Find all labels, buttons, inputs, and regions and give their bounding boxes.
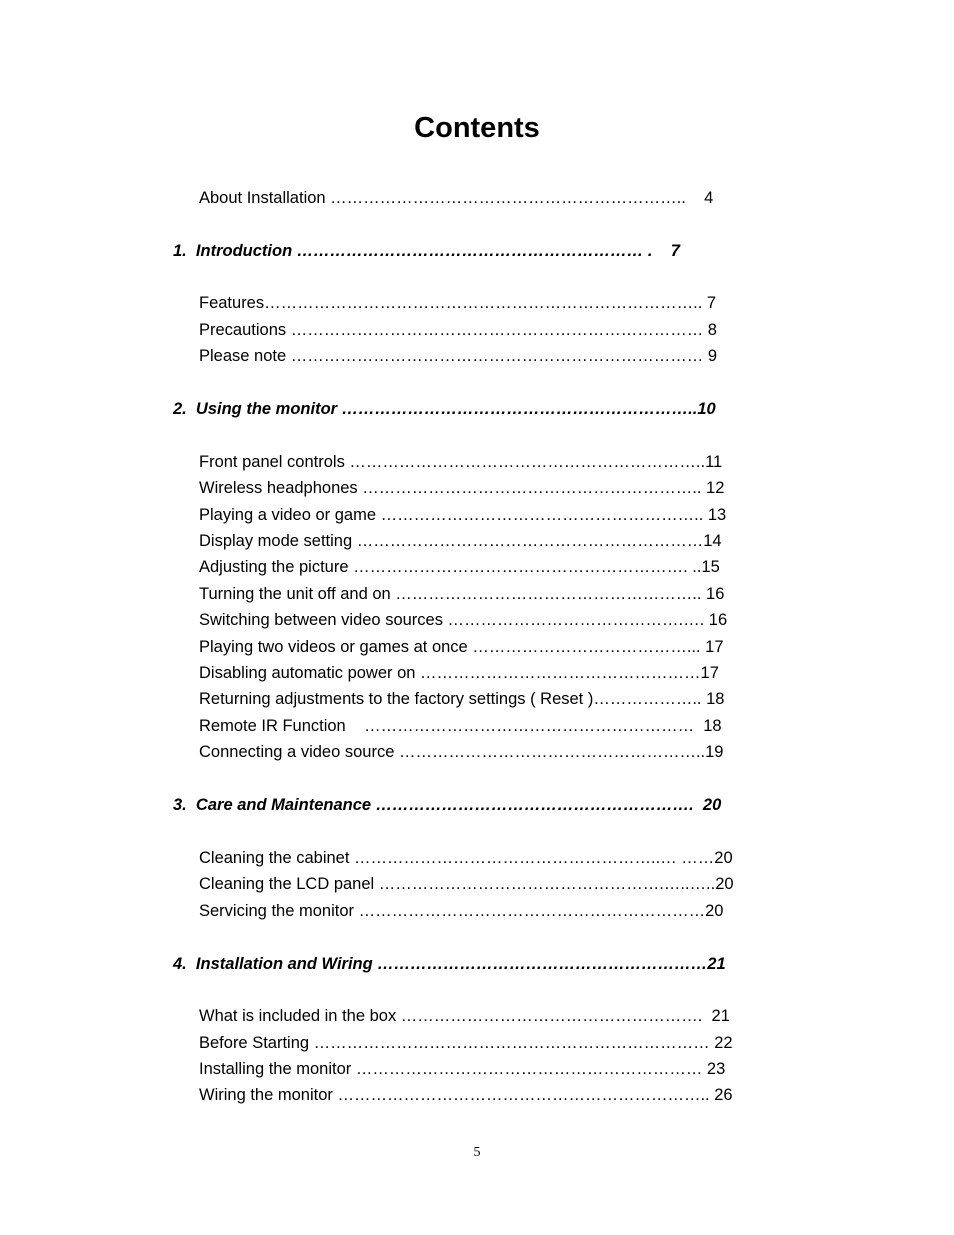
toc-entry-turning-unit-off-on[interactable]: Turning the unit off and on ……………………………………………….. 16 bbox=[199, 585, 725, 603]
toc-chapter-care-maintenance[interactable]: 3. Care and Maintenance …………………………………………………. 20 bbox=[173, 796, 722, 814]
toc-chapter-using-the-monitor[interactable]: 2. Using the monitor ………………………………………………………..10 bbox=[173, 400, 716, 418]
toc-entry-playing-video-game[interactable]: Playing a video or game ………………………………………………….. 13 bbox=[199, 506, 727, 524]
page-title: Contents bbox=[414, 112, 540, 144]
toc-entry-front-panel-controls[interactable]: Front panel controls ………………………………………………………..11 bbox=[199, 453, 723, 471]
toc-entry-features[interactable]: Features…………………………………………………………………….. 7 bbox=[199, 294, 717, 312]
toc-entry-switching-sources[interactable]: Switching between video sources …………………………………….…. 16 bbox=[199, 611, 728, 629]
toc-entry-display-mode[interactable]: Display mode setting ………………………………………………………14 bbox=[199, 532, 722, 550]
toc-entry-cleaning-cabinet[interactable]: Cleaning the cabinet ………………………………………………..… ……20 bbox=[199, 849, 733, 867]
toc-entry-wiring-monitor[interactable]: Wiring the monitor ………………………………………………………….. 26 bbox=[199, 1086, 733, 1104]
toc-entry-before-starting[interactable]: Before Starting ……………………………………………………………… 22 bbox=[199, 1034, 733, 1052]
toc-chapter-installation-wiring[interactable]: 4. Installation and Wiring ……………………………………………………21 bbox=[173, 955, 726, 973]
toc-entry-servicing[interactable]: Servicing the monitor ………………………………………………………20 bbox=[199, 902, 724, 920]
toc-entry-precautions[interactable]: Precautions ………………………………………………………………… 8 bbox=[199, 321, 717, 339]
toc-entry-included-in-box[interactable]: What is included in the box ………………………………………………. 21 bbox=[199, 1007, 730, 1025]
toc-entry-wireless-headphones[interactable]: Wireless headphones …………………………………………………….. 12 bbox=[199, 479, 725, 497]
toc-chapter-introduction[interactable]: 1. Introduction ……………………………………………………… . 7 bbox=[173, 242, 680, 260]
toc-entry-disabling-power-on[interactable]: Disabling automatic power on ……………………………………………17 bbox=[199, 664, 719, 682]
toc-entry-cleaning-lcd[interactable]: Cleaning the LCD panel …………………………………………….…..…..20 bbox=[199, 875, 734, 893]
toc-entry-installing-monitor[interactable]: Installing the monitor ……………………………………………………… 23 bbox=[199, 1060, 726, 1078]
toc-entry-adjusting-picture[interactable]: Adjusting the picture ……………………………………………………. ..15 bbox=[199, 558, 720, 576]
toc-entry-about-installation[interactable]: About Installation ……………………………………………………….. 4 bbox=[199, 189, 714, 207]
toc-entry-playing-two-videos[interactable]: Playing two videos or games at once …………………………………... 17 bbox=[199, 638, 724, 656]
page-number: 5 bbox=[473, 1145, 481, 1160]
toc-entry-connecting-source[interactable]: Connecting a video source ………………………………………………..19 bbox=[199, 743, 724, 761]
toc-entry-factory-reset[interactable]: Returning adjustments to the factory settings ( Reset )……………….. 18 bbox=[199, 690, 725, 708]
toc-entry-please-note[interactable]: Please note ………………………………………………………………… 9 bbox=[199, 347, 717, 365]
toc-entry-remote-ir[interactable]: Remote IR Function …………………………………………………… 18 bbox=[199, 717, 722, 735]
